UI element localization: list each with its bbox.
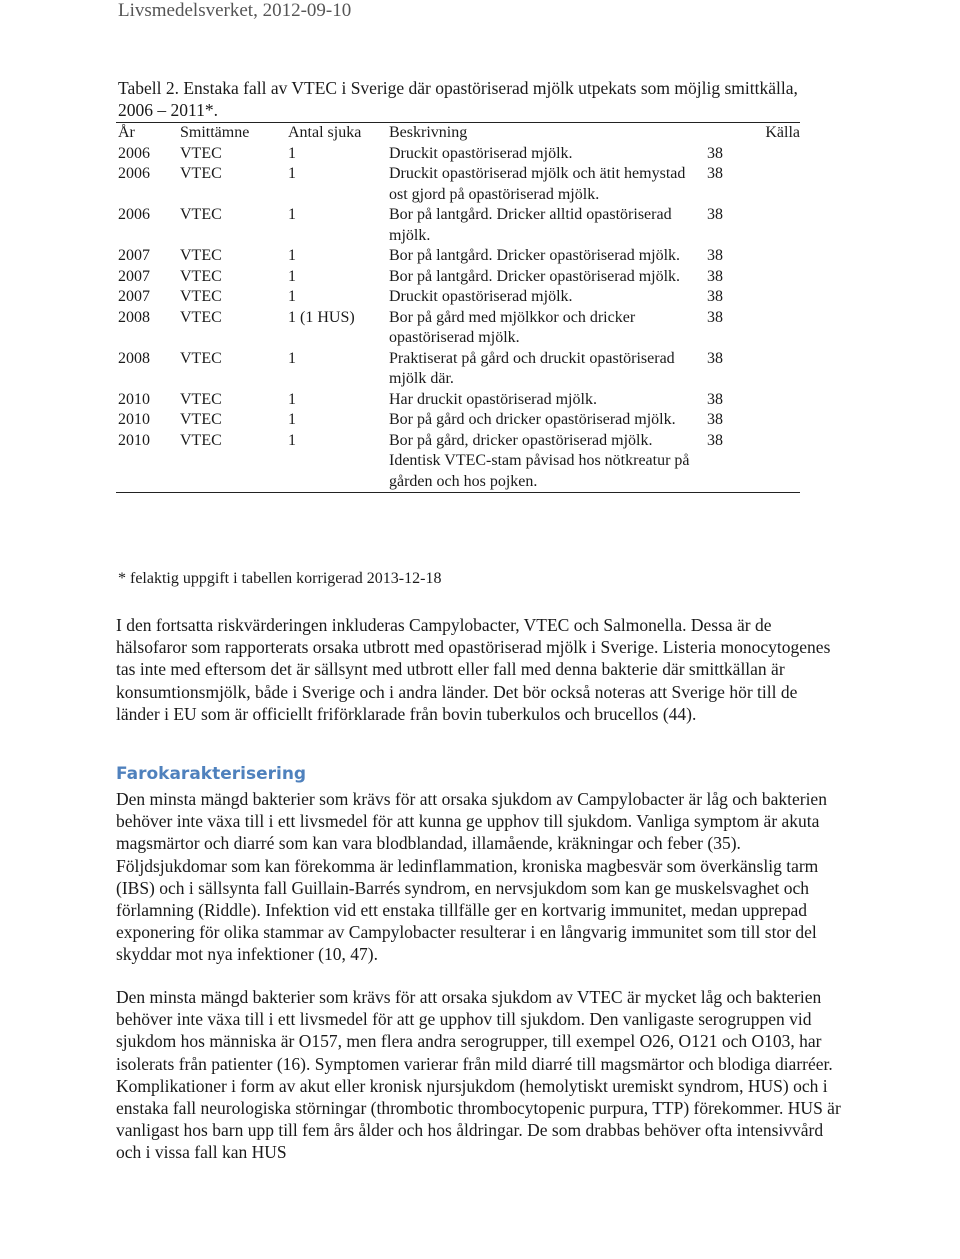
table-row (116, 287, 800, 308)
cell-year: 2007 (118, 267, 150, 285)
cell-year: 2010 (118, 411, 150, 428)
cell-source: 38 (707, 390, 723, 408)
cell-count: 1 (1 HUS) (288, 308, 355, 326)
table-row (116, 431, 800, 493)
cell-description: Bor på lantgård. Dricker alltid opastöriserad mjölk. (389, 206, 672, 244)
cell-source: 38 (707, 144, 723, 162)
cell-year: 2006 (118, 206, 150, 223)
cell-description: Praktiserat på gård och druckit opastöriserad mjölk där. (389, 349, 675, 387)
cell-count: 1 (288, 431, 389, 493)
cell-pathogen: VTEC (180, 165, 222, 182)
cell-count: 1 (288, 247, 296, 264)
cell-count: 1 (288, 267, 296, 285)
cell-count: 1 (288, 288, 296, 305)
column-header-pathogen: Smittämne (180, 123, 288, 144)
cell-source: 38 (707, 206, 723, 223)
cell-source: 38 (707, 411, 723, 428)
column-header-count: Antal sjuka (288, 123, 389, 144)
cell-description: Bor på lantgård. Dricker opastöriserad mjölk. (389, 247, 681, 264)
cell-year: 2010 (116, 431, 180, 493)
table-row (116, 410, 800, 431)
cell-year: 2008 (118, 349, 150, 367)
paragraph-risk-assessment: I den fortsatta riskvärderingen inkluderas Campylobacter, VTEC och Salmonella. Dessa är de hälsofaror som rapporterats orsaka utbrott med opastöriserad mjölk i Sverige. Listeria monocytogenes tas inte med eftersom det är sällsynt med utbrott eller fall med denna bakterie där smittkällan är konsumtionsmjölk, både i Sverige och i andra länder. Det bör också noteras att Sverige hör till de länder i EU som är officiellt friförklarade från bovin tuberkulos och brucellos (44). (116, 615, 831, 724)
cell-source: 38 (707, 349, 723, 367)
cell-description: Har druckit opastöriserad mjölk. (389, 390, 597, 408)
cell-pathogen: VTEC (180, 267, 222, 285)
cell-pathogen: VTEC (180, 349, 222, 367)
table-row (116, 349, 800, 390)
cell-description: Druckit opastöriserad mjölk. (389, 144, 573, 162)
column-header-source: Källa (707, 123, 800, 144)
cell-year: 2006 (118, 165, 150, 182)
vtec-cases-table (116, 122, 800, 493)
cell-source: 38 (707, 165, 723, 182)
cell-source: 38 (707, 247, 723, 264)
cell-description: Bor på gård med mjölkkor och dricker opastöriserad mjölk. (389, 308, 636, 346)
cell-pathogen: VTEC (180, 144, 222, 162)
cell-description: Druckit opastöriserad mjölk och ätit hemystad ost gjord på opastöriserad mjölk. (389, 165, 686, 203)
cell-description: Bor på gård, dricker opastöriserad mjölk. Identisk VTEC-stam påvisad hos nötkreatur på gården och hos pojken. (389, 431, 707, 493)
cell-year: 2007 (118, 288, 150, 305)
cell-description: Bor på lantgård. Dricker opastöriserad mjölk. (389, 267, 681, 285)
cell-source: 38 (707, 288, 723, 305)
cell-count: 1 (288, 144, 296, 162)
cell-source: 38 (707, 431, 800, 493)
cell-pathogen: VTEC (180, 206, 222, 223)
cell-count: 1 (288, 390, 296, 408)
column-header-year: År (116, 123, 180, 144)
cell-count: 1 (288, 349, 296, 367)
column-header-description: Beskrivning (389, 123, 707, 144)
cell-count: 1 (288, 165, 296, 182)
cell-description: Druckit opastöriserad mjölk. (389, 288, 573, 305)
cell-source: 38 (707, 267, 723, 285)
cell-pathogen: VTEC (180, 390, 222, 408)
table-row (116, 267, 800, 288)
paragraph-vtec: Den minsta mängd bakterier som krävs för att orsaka sjukdom av VTEC är mycket låg och bakterien behöver inte växa till i ett livsmedel för att ge upphov till sjukdom. Den vanligaste serogruppen vid sjukdom hos människa är O157, men flera andra serogrupper, till exempel O26, O121 och O103, har isolerats från patienter (16). Symptomen varierar från mild diarré till magsmärtor och blodiga diarréer. Komplikationer i form av akut eller kronisk njursjukdom (hemolytiskt uremiskt syndrom, HUS) och i enstaka fall neurologiska störningar (thrombotic thrombocytopenic purpura, TTP) förekommer. HUS är vanligast hos barn upp till fem års ålder och hos åldringar. De som drabbas behöver ofta intensivvård och i vissa fall kan HUS (116, 987, 841, 1163)
page-header: Livsmedelsverket, 2012-09-10 (118, 0, 352, 21)
table-footnote: * felaktig uppgift i tabellen korrigerad 2013-12-18 (118, 570, 442, 587)
cell-year: 2006 (118, 144, 150, 162)
table-row (116, 164, 800, 205)
cell-pathogen: VTEC (180, 431, 288, 493)
cell-pathogen: VTEC (180, 288, 222, 305)
cell-count: 1 (288, 206, 296, 223)
table-row (116, 308, 800, 349)
table-row (116, 205, 800, 246)
cell-pathogen: VTEC (180, 411, 222, 428)
cell-pathogen: VTEC (180, 308, 222, 326)
cell-source: 38 (707, 308, 723, 326)
table-header-row (116, 123, 800, 144)
cell-pathogen: VTEC (180, 247, 222, 264)
table-row (116, 144, 800, 165)
paragraph-campylobacter: Den minsta mängd bakterier som krävs för att orsaka sjukdom av Campylobacter är låg och bakterien behöver inte växa till i ett livsmedel för att kunna ge upphov till sjukdom. Vanliga symptom är akuta magsmärtor och diarré som kan vara blodblandad, illamående, kräkningar och feber (35). Följdsjukdomar som kan förekomma är ledinflammation, kroniska magbesvär som överkänslig tarm (IBS) och i sällsynta fall Guillain-Barrés syndrom, en nervsjukdom som kan ge muskelsvaghet och förlamning (Riddle). Infektion vid ett enstaka tillfälle ger en kortvarig immunitet, medan upprepad exponering för olika stammar av Campylobacter resulterar i en långvarig immunitet som till stor del skyddar mot nya infektioner (10, 47). (116, 789, 827, 965)
cell-year: 2008 (118, 308, 150, 326)
cell-description: Bor på gård och dricker opastöriserad mjölk. (389, 411, 676, 428)
cell-year: 2010 (118, 390, 150, 408)
table-row (116, 390, 800, 411)
table-caption: Tabell 2. Enstaka fall av VTEC i Sverige där opastöriserad mjölk utpekats som möjlig smittkälla, 2006 – 2011*. (118, 78, 798, 120)
section-heading: Farokarakterisering (116, 764, 307, 784)
cell-year: 2007 (118, 247, 150, 264)
table-row (116, 246, 800, 267)
cell-count: 1 (288, 411, 296, 428)
